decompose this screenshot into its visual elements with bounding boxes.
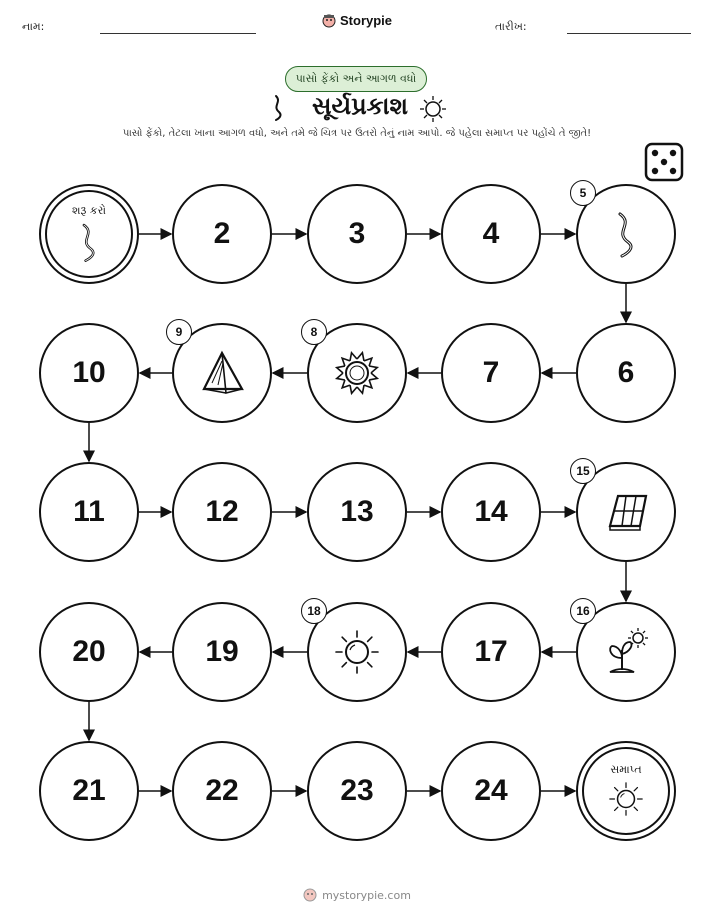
- cell-badge-number: 9: [166, 319, 192, 345]
- storypie-logo-icon: [322, 14, 336, 28]
- board-cell[interactable]: [39, 602, 139, 702]
- subtitle-pill: પાસો ફેંકો અને આગળ વધો: [285, 66, 427, 92]
- board-cell[interactable]: [441, 323, 541, 423]
- board-cell[interactable]: [441, 462, 541, 562]
- wavy-light-icon: [67, 220, 111, 264]
- board-cell-picture[interactable]: [307, 323, 407, 423]
- sun-icon: [606, 779, 646, 819]
- prism-icon: [196, 347, 248, 399]
- cell-number: 10: [72, 356, 106, 389]
- cell-badge-number: 15: [570, 458, 596, 484]
- footer-site: mystorypie.com: [322, 888, 411, 902]
- instructions: પાસો ફેંકો, તેટલા ખાના આગળ વધો, અને તમે જે ચિત્ર પર ઉતરો તેનું નામ આપો. જે પહેલા સમાપ્ત પર પહોંચે તે જીતે!: [122, 128, 592, 139]
- board-cell[interactable]: [307, 741, 407, 841]
- cell-number: 11: [73, 495, 105, 528]
- cell-number: 6: [617, 356, 635, 389]
- cell-number: 24: [474, 774, 508, 807]
- cell-number: 20: [72, 635, 106, 668]
- finish-label: સમાપ્ત: [610, 763, 642, 776]
- cell-badge-number: 18: [301, 598, 327, 624]
- date-line[interactable]: [567, 33, 691, 34]
- solar-panel-icon: [600, 486, 652, 538]
- board-cell[interactable]: [39, 323, 139, 423]
- board-cell[interactable]: [307, 462, 407, 562]
- name-label: નામ:: [22, 20, 45, 33]
- cell-number: 19: [205, 635, 239, 668]
- board-cell-picture[interactable]: [576, 184, 676, 284]
- board-cell[interactable]: [172, 184, 272, 284]
- sun-rays-icon: [331, 347, 383, 399]
- board-cell[interactable]: [441, 741, 541, 841]
- start-cell[interactable]: [39, 184, 139, 284]
- cell-number: 21: [72, 774, 106, 807]
- board-cell[interactable]: [441, 602, 541, 702]
- board-cell-picture[interactable]: [307, 602, 407, 702]
- board-cell[interactable]: [576, 323, 676, 423]
- sun-rays-icon: [418, 94, 448, 124]
- page-title: સૂર્યપ્રકાશ: [312, 92, 408, 120]
- board-cell[interactable]: [307, 184, 407, 284]
- wavy-light-icon: [600, 208, 652, 260]
- finish-cell[interactable]: [576, 741, 676, 841]
- cell-badge-number: 16: [570, 598, 596, 624]
- board-cell-picture[interactable]: [576, 462, 676, 562]
- cell-number: 7: [482, 356, 500, 389]
- board-cell[interactable]: [172, 741, 272, 841]
- wavy-light-icon: [270, 94, 286, 122]
- board-cell[interactable]: [172, 462, 272, 562]
- plant-sun-icon: [600, 626, 652, 678]
- cell-number: 23: [340, 774, 374, 807]
- board-cell-picture[interactable]: [172, 323, 272, 423]
- board-cell[interactable]: [172, 602, 272, 702]
- board-cell[interactable]: [441, 184, 541, 284]
- date-label: તારીખ:: [495, 20, 527, 33]
- sun-icon: [331, 626, 383, 678]
- board-cell-picture[interactable]: [576, 602, 676, 702]
- board-cell[interactable]: [39, 741, 139, 841]
- cell-number: 17: [474, 635, 508, 668]
- cell-number: 3: [348, 217, 366, 250]
- footer: [0, 888, 714, 902]
- cell-number: 12: [205, 495, 239, 528]
- cell-number: 4: [482, 217, 500, 250]
- cell-number: 14: [474, 495, 508, 528]
- dice-icon: [644, 142, 684, 182]
- cell-number: 13: [340, 495, 374, 528]
- start-label: શરૂ કરો: [71, 204, 107, 217]
- cell-number: 2: [213, 217, 231, 250]
- cell-number: 22: [205, 774, 239, 807]
- cell-badge-number: 5: [570, 180, 596, 206]
- brand: [322, 13, 392, 28]
- cell-badge-number: 8: [301, 319, 327, 345]
- brand-name: Storypie: [340, 13, 393, 28]
- board-cell[interactable]: [39, 462, 139, 562]
- name-line[interactable]: [100, 33, 256, 34]
- storypie-logo-icon: [303, 888, 317, 902]
